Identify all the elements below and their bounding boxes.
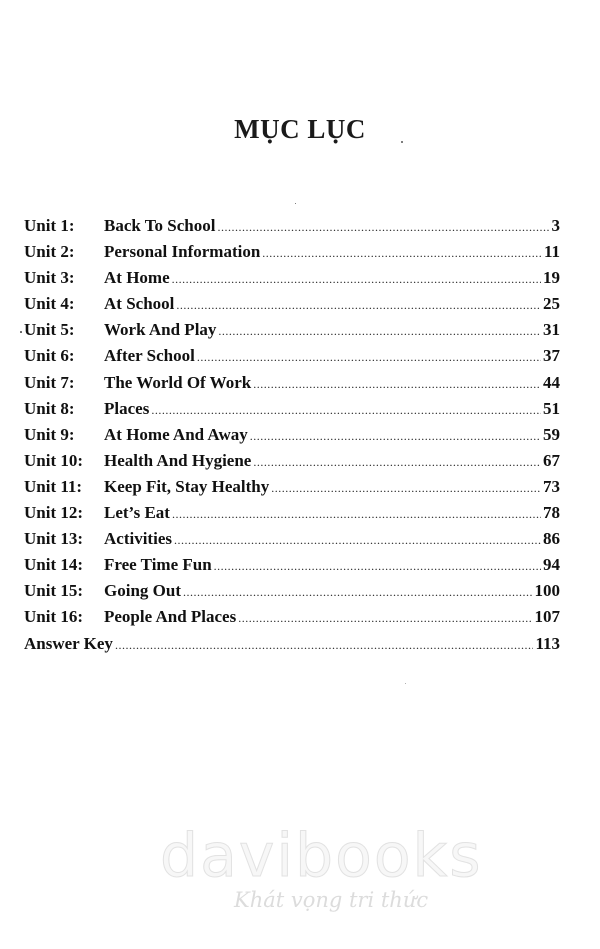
dot-leader [253,377,541,392]
dot-leader [174,533,541,548]
toc-row-unit-4[interactable] [24,294,560,320]
toc-row-unit-3[interactable] [24,268,560,294]
page-number: 19 [543,268,560,288]
dot-leader [218,220,550,235]
unit-number: Unit 13: [24,529,84,549]
speck [20,331,22,333]
toc-row-unit-2[interactable] [24,242,560,268]
watermark-brand: davibooks [160,821,483,891]
unit-number: Unit 4: [24,294,75,314]
answer-key-title: Answer Key [24,633,113,653]
unit-number: Unit 2: [24,242,75,262]
toc-row-unit-15[interactable] [24,581,560,607]
toc-row-unit-5[interactable] [24,320,560,346]
toc-row-unit-12[interactable] [24,503,560,529]
unit-number: Unit 10: [24,450,84,470]
dot-leader [218,324,541,339]
unit-number: Unit 8: [24,398,75,418]
unit-number: Unit 9: [24,424,75,444]
dot-leader [253,455,541,470]
unit-number: Unit 1: [24,216,75,235]
page-number: 44 [543,372,560,392]
unit-number: Unit 7: [24,372,75,392]
unit-title: People And Places [104,607,237,627]
toc-row-unit-13[interactable] [24,529,560,555]
dot-leader [151,403,541,418]
page-number: 78 [543,503,560,523]
speck [401,141,403,143]
page-number: 11 [543,242,560,262]
unit-title: After School [104,346,195,366]
unit-title: Back To School [104,216,216,235]
unit-title: At School [104,294,175,314]
unit-number: Unit 6: [24,346,75,366]
dot-leader [238,611,532,626]
toc-row-unit-9[interactable] [24,425,560,451]
unit-number: Unit 14: [24,555,84,575]
page-title: MỤC LỤC [234,114,366,144]
dot-leader [271,481,541,496]
toc-row-unit-10[interactable] [24,451,560,477]
dot-leader [250,429,541,444]
dot-leader [262,246,542,261]
page-number: 59 [543,424,560,444]
unit-number: Unit 3: [24,268,75,288]
toc-row-unit-14[interactable] [24,555,560,581]
unit-title: At Home [104,268,170,288]
dot-leader [197,350,541,365]
page-number: 3 [551,216,560,235]
unit-title: At Home And Away [104,424,248,444]
page-number: 25 [543,294,560,314]
unit-number: Unit 16: [24,607,84,627]
unit-title: Keep Fit, Stay Healthy [104,476,270,496]
unit-title: Health And Hygiene [104,450,252,470]
unit-title: Let’s Eat [104,503,170,523]
unit-title: Activities [104,529,172,549]
page-number: 73 [543,476,560,496]
table-of-contents [24,216,560,660]
unit-title: Places [104,398,150,418]
watermark [160,821,483,912]
toc-row-unit-11[interactable] [24,477,560,503]
dot-leader [172,507,541,522]
page-number: 107 [534,607,560,627]
page-number: 31 [543,320,560,340]
unit-title: The World Of Work [104,372,252,392]
page-number: 37 [543,346,560,366]
toc-row-unit-1[interactable] [24,216,560,242]
unit-title: Free Time Fun [104,555,212,575]
unit-number: Unit 5: [24,320,75,340]
toc-row-unit-7[interactable] [24,373,560,399]
toc-row-unit-8[interactable] [24,399,560,425]
dot-leader [183,585,533,600]
speck [405,683,406,684]
unit-title: Work And Play [104,320,217,340]
speck [295,203,296,204]
unit-title: Personal Information [104,242,261,262]
unit-number: Unit 11: [24,476,83,496]
dot-leader [176,298,541,313]
page-number: 51 [543,398,560,418]
toc-row-unit-6[interactable] [24,346,560,372]
toc-row-answer-key[interactable] [24,634,560,660]
dot-leader [214,559,541,574]
page-number: 86 [543,529,560,549]
page-number: 100 [534,581,560,601]
toc-row-unit-16[interactable] [24,607,560,633]
dot-leader [172,272,541,287]
page-number: 94 [543,555,560,575]
unit-number: Unit 15: [24,581,84,601]
unit-title: Going Out [104,581,181,601]
page-number: 113 [535,633,560,653]
dot-leader [115,638,534,653]
unit-number: Unit 12: [24,503,84,523]
page-number: 67 [543,450,560,470]
watermark-tagline: Khát vọng tri thức [234,888,429,912]
